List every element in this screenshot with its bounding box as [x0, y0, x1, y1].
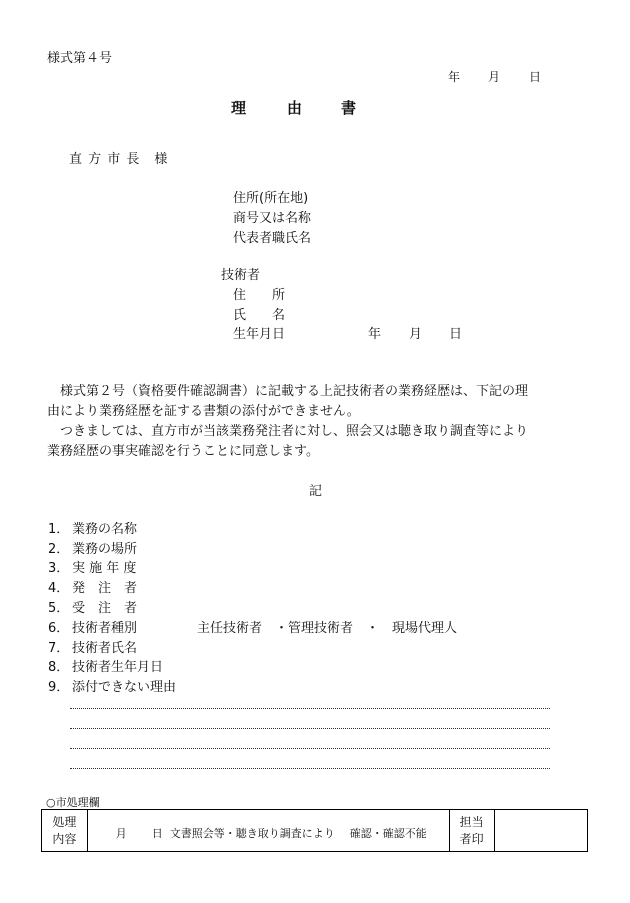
proc-day: 日	[151, 827, 163, 840]
list-item	[48, 557, 136, 576]
item-label: 業務の場所	[72, 542, 138, 557]
item-number: 2．	[48, 542, 70, 557]
body-line-1: 様式第２号（資格要件確認調書）に記載する上記技術者の業務経歴は、下記の理	[60, 384, 529, 399]
item-number: 7．	[48, 641, 70, 656]
proc-month: 月	[115, 827, 127, 840]
title-char: 由	[287, 99, 303, 117]
staff-label-cell	[449, 810, 494, 852]
date-month-label: 月	[488, 70, 501, 84]
item-label: 添付できない理由	[72, 680, 177, 695]
applicant-rep-label: 代表者職氏名	[233, 231, 312, 246]
staff-seal-cell	[494, 810, 587, 852]
item-number: 8．	[48, 660, 70, 675]
item-label: 技術者氏名	[72, 641, 138, 656]
proc-result-text: 確認・確認不能	[349, 827, 427, 840]
list-item	[48, 577, 137, 596]
engineer-birth-label: 生年月日	[233, 327, 286, 342]
applicant-address-label: 住所(所在地)	[233, 191, 309, 206]
engineer-birth-day: 日	[449, 327, 463, 342]
item-label: 技術者種別	[72, 621, 138, 636]
reason-line	[70, 748, 550, 749]
engineer-address-label: 住 所	[233, 288, 286, 303]
addressee: 直 方 市 長 様	[69, 152, 169, 167]
item-label: 技術者生年月日	[72, 660, 164, 675]
engineer-heading: 技術者	[221, 268, 261, 283]
list-item	[48, 617, 137, 636]
body-line-4: 業務経歴の事実確認を行うことに同意します。	[47, 444, 319, 459]
city-section-heading: ○市処理欄	[46, 796, 100, 809]
engineer-name-label: 氏 名	[233, 308, 286, 323]
reason-line	[70, 728, 550, 729]
list-item	[48, 656, 163, 675]
ki-heading: 記	[309, 484, 323, 499]
reason-line	[70, 768, 550, 769]
proc-content-cell	[87, 810, 449, 852]
proc-label-1: 処理	[52, 814, 77, 829]
form-number: 様式第４号	[47, 51, 113, 66]
item-label: 業務の名称	[72, 522, 138, 537]
list-item	[48, 597, 137, 616]
engineer-birth-year: 年	[368, 327, 382, 342]
applicant-company-label: 商号又は名称	[233, 211, 312, 226]
list-item	[48, 637, 137, 656]
list-item	[48, 676, 176, 695]
body-line-3: つきましては、直方市が当該業務発注者に対し、照会又は聴き取り調査等により	[60, 424, 529, 439]
item-number: 3．	[48, 561, 70, 576]
title-char: 書	[341, 99, 357, 117]
item-number: 5．	[48, 601, 70, 616]
staff-label-1: 担当	[459, 814, 484, 829]
reason-line	[70, 708, 550, 709]
engineer-birth-month: 月	[409, 327, 423, 342]
city-processing-table	[41, 809, 588, 852]
proc-label-2: 内容	[52, 831, 77, 846]
date-day-label: 日	[529, 70, 542, 84]
item-number: 9．	[48, 680, 70, 695]
proc-content-text: 文書照会等・聴き取り調査により	[169, 827, 335, 840]
date-year-label: 年	[448, 70, 461, 84]
item-label: 実 施 年 度	[72, 561, 137, 576]
item-label: 受 注 者	[72, 601, 138, 616]
page-title	[0, 97, 630, 117]
item-number: 6．	[48, 621, 70, 636]
item-number: 1．	[48, 522, 70, 537]
proc-label-cell	[42, 810, 88, 852]
engineer-type-options: 主任技術者 ・管理技術者 ・ 現場代理人	[197, 621, 458, 636]
item-label: 発 注 者	[72, 581, 138, 596]
body-line-2: 由により業務経歴を証する書類の添付ができません。	[47, 404, 360, 419]
list-item	[48, 538, 137, 557]
item-number: 4．	[48, 581, 70, 596]
staff-label-2: 者印	[459, 831, 484, 846]
list-item	[48, 518, 137, 537]
title-char: 理	[231, 99, 247, 117]
